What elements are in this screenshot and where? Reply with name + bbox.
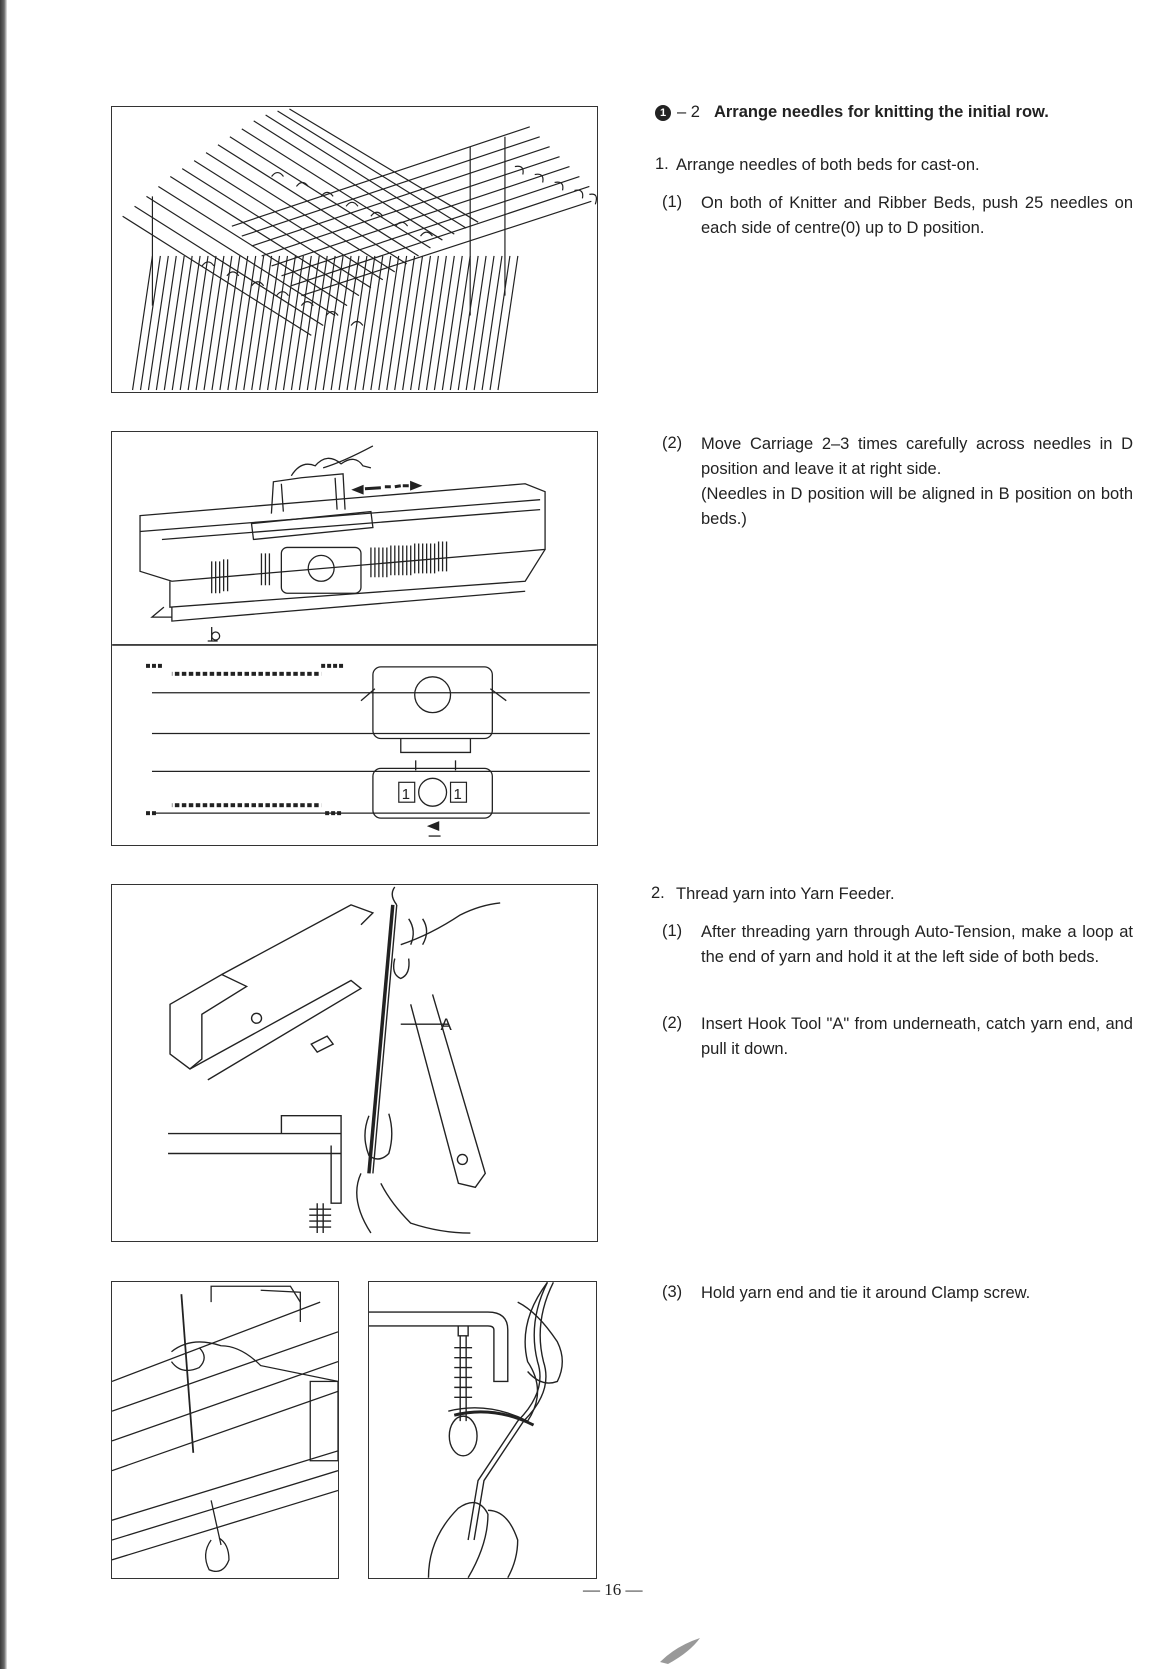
threading-illustration (112, 1282, 338, 1578)
step-2-2-text: Insert Hook Tool "A" from underneath, catch yarn end, and pull it down. (701, 1015, 1133, 1058)
carriage-figure (111, 431, 598, 846)
section-title: Arrange needles for knitting the initial row. (713, 103, 1049, 121)
needle-dots (146, 664, 343, 815)
page-binding-edge (0, 0, 7, 1669)
lock-right-label: 1 (453, 786, 462, 804)
step-2-number: 2. (651, 884, 665, 902)
scan-smudge (656, 1636, 706, 1666)
clamp-tie-figure (368, 1281, 597, 1579)
step-1-text: Arrange needles of both beds for cast-on. (676, 156, 980, 174)
step-2-text: Thread yarn into Yarn Feeder. (676, 885, 895, 903)
lock-left-label: 1 (401, 786, 411, 804)
machine-illustration (112, 432, 597, 845)
clamp-tie-illustration (369, 1282, 596, 1578)
step-2-2-number: (2) (662, 1014, 683, 1032)
step-2-1-number: (1) (662, 922, 683, 940)
step-1-2-note: (Needles in D position will be aligned in B position on both beds.) (701, 485, 1133, 528)
step-1-1-number: (1) (662, 193, 683, 211)
hook-tool-label: A (440, 1015, 452, 1035)
section-subnumber: – 2 (677, 103, 700, 121)
hook-tool-illustration (112, 885, 597, 1241)
step-2-3-number: (3) (662, 1283, 683, 1301)
needle-arrangement-figure (111, 106, 598, 393)
needle-illustration (112, 107, 597, 392)
step-2-3-text: Hold yarn end and tie it around Clamp screw. (701, 1284, 1031, 1302)
section-heading (655, 103, 1049, 122)
step-1-2-text: Move Carriage 2–3 times carefully across needles in D position and leave it at right side. (701, 435, 1133, 478)
page-number: — 16 — (583, 1580, 643, 1599)
threading-figure (111, 1281, 339, 1579)
step-2-1-text: After threading yarn through Auto-Tension, make a loop at the end of yarn and hold it at the left side of both beds. (701, 923, 1133, 966)
step-1-number: 1. (655, 155, 669, 173)
step-1-2-number: (2) (662, 434, 683, 452)
section-marker: 1 (655, 105, 671, 121)
hook-tool-figure (111, 884, 598, 1242)
step-1-1-text: On both of Knitter and Ribber Beds, push 25 needles on each side of centre(0) up to D position. (701, 194, 1133, 237)
